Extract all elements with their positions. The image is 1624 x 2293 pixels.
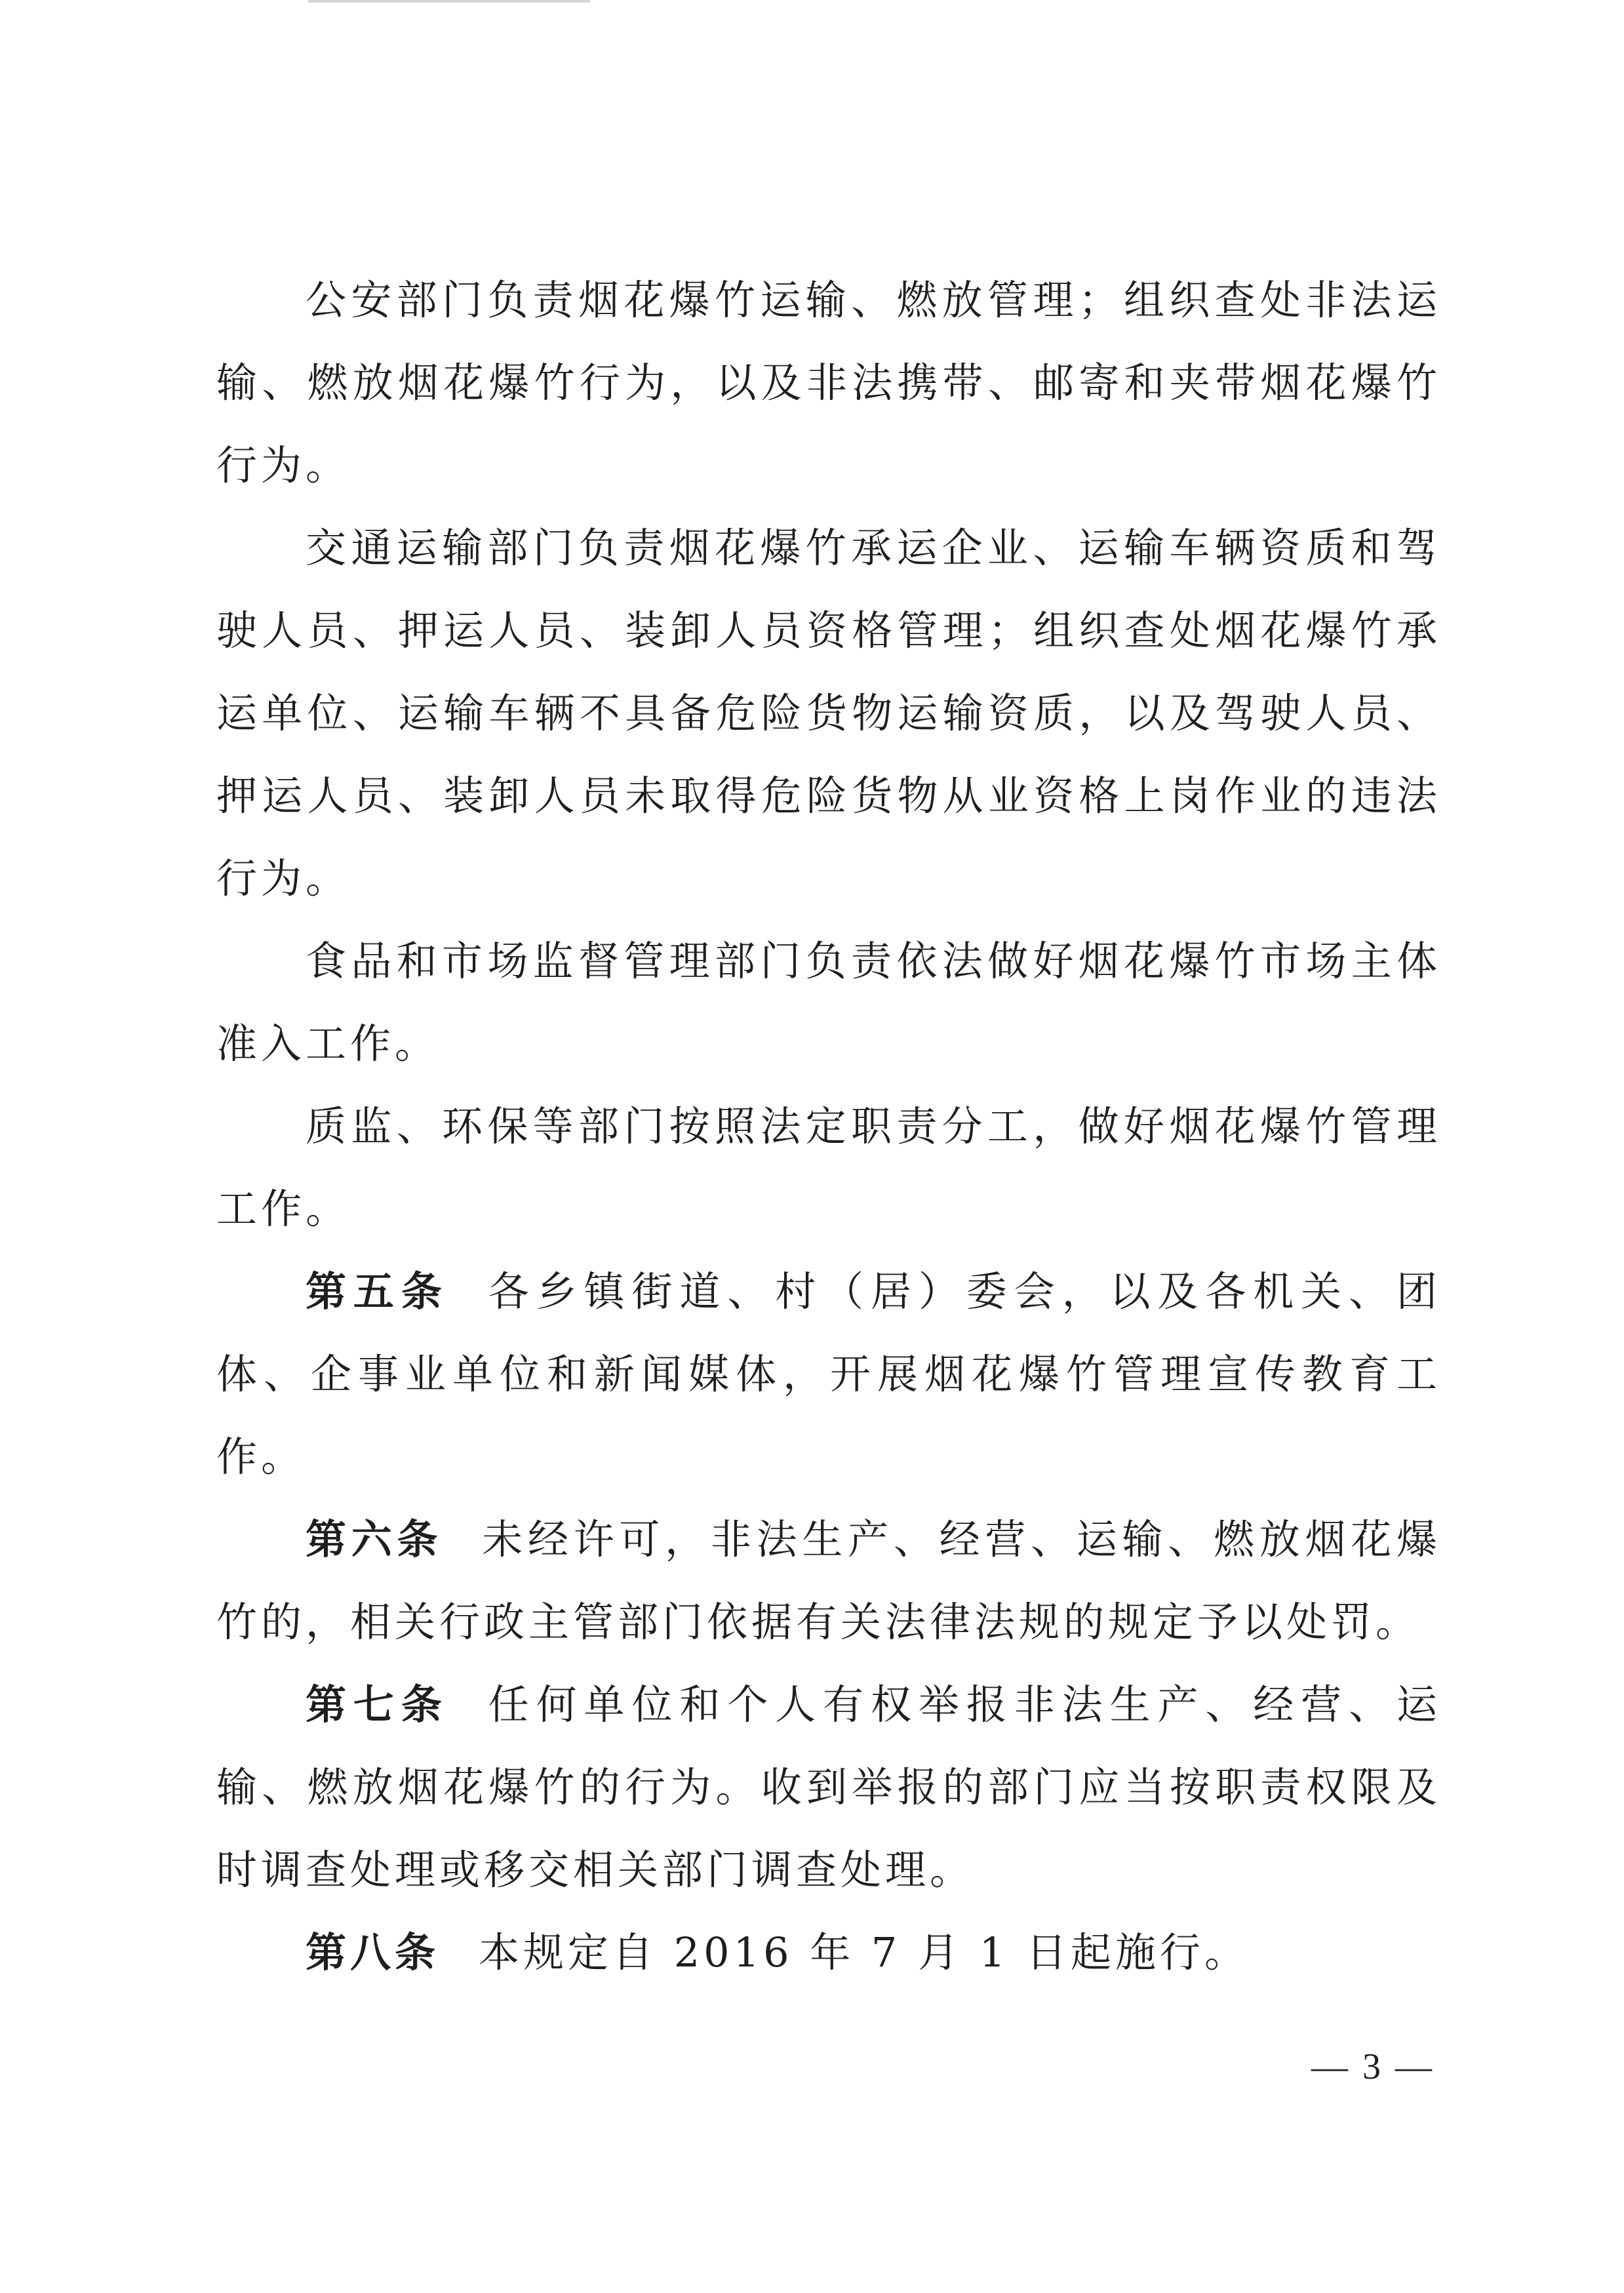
paragraph-transport [216, 507, 1441, 920]
page-number: — 3 — [1311, 2046, 1435, 2087]
paragraph-text: 食品和市场监督管理部门负责依法做好烟花爆竹市场主体准入工作。 [216, 937, 1441, 1067]
paragraph-public-security [216, 259, 1441, 507]
article-label: 第七条 [306, 1681, 449, 1728]
article-label: 第六条 [306, 1515, 443, 1563]
paragraph-text: 公安部门负责烟花爆竹运输、燃放管理；组织查处非法运输、燃放烟花爆竹行为，以及非法携带、邮寄和夹带烟花爆竹行为。 [216, 276, 1441, 489]
paragraph-text: 质监、环保等部门按照法定职责分工，做好烟花爆竹管理工作。 [216, 1102, 1441, 1233]
scan-edge-mark [308, 0, 590, 3]
article-label: 第五条 [306, 1267, 449, 1315]
paragraph-text: 未经许可，非法生产、经营、运输、燃放烟花爆竹的，相关行政主管部门依据有关法律法规的规定予以处罚。 [216, 1515, 1441, 1646]
article-6 [216, 1498, 1441, 1664]
paragraph-text: 各乡镇街道、村（居）委会，以及各机关、团体、企事业单位和新闻媒体，开展烟花爆竹管理宣传教育工作。 [216, 1267, 1441, 1481]
paragraph-text: 交通运输部门负责烟花爆竹承运企业、运输车辆资质和驾驶人员、押运人员、装卸人员资格管理；组织查处烟花爆竹承运单位、运输车辆不具备危险货物运输资质，以及驾驶人员、押运人员、装卸人员未取得危险货物从业资格上岗作业的违法行为。 [216, 524, 1441, 902]
article-5 [216, 1250, 1441, 1498]
paragraph-text: 任何单位和个人有权举报非法生产、经营、运输、燃放烟花爆竹的行为。收到举报的部门应当按职责权限及时调查处理或移交相关部门调查处理。 [216, 1681, 1441, 1894]
article-label: 第八条 [306, 1928, 440, 1976]
article-8 [216, 1911, 1441, 1994]
paragraph-text: 本规定自 2016 年 7 月 1 日起施行。 [479, 1928, 1249, 1976]
paragraph-market-supervision [216, 920, 1441, 1085]
article-7 [216, 1664, 1441, 1911]
document-body [216, 259, 1441, 1994]
paragraph-quality-environment [216, 1085, 1441, 1250]
